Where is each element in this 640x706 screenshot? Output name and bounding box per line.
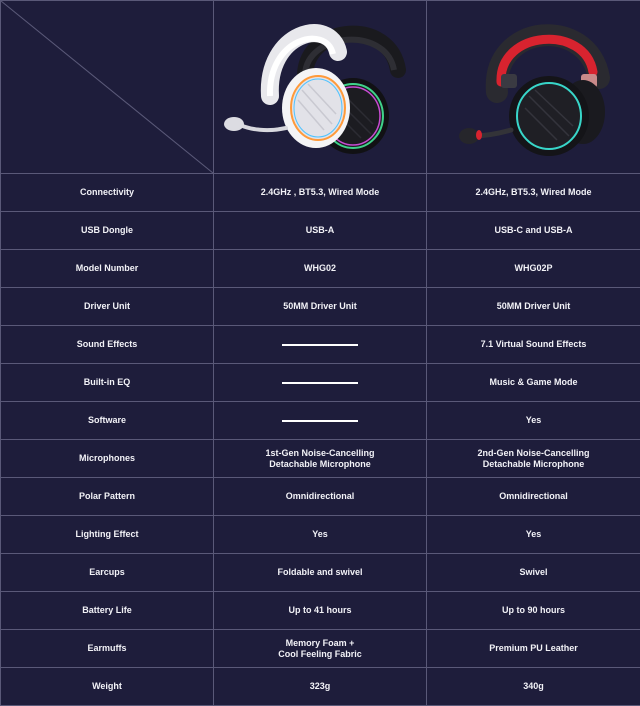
- product-2-value: Up to 90 hours: [427, 592, 640, 630]
- spec-row-usb-dongle: [1, 212, 640, 250]
- product-1-value: 323g: [214, 668, 427, 706]
- not-available-dash-icon: [282, 420, 358, 422]
- spec-label: Driver Unit: [1, 288, 214, 326]
- spec-row-connectivity: [1, 174, 640, 212]
- product-1-value: USB-A: [214, 212, 427, 250]
- product-1-value: Omnidirectional: [214, 478, 427, 516]
- spec-label: USB Dongle: [1, 212, 214, 250]
- product-1-value: [214, 402, 427, 440]
- product-1-value: 1st-Gen Noise-Cancelling Detachable Microphone: [214, 440, 427, 478]
- product-2-image-cell: [427, 1, 640, 174]
- spec-label: Earcups: [1, 554, 214, 592]
- product-2-value: Premium PU Leather: [427, 630, 640, 668]
- product-2-value: 50MM Driver Unit: [427, 288, 640, 326]
- spec-row-built-in-eq: [1, 364, 640, 402]
- spec-label: Weight: [1, 668, 214, 706]
- product-2-value: 7.1 Virtual Sound Effects: [427, 326, 640, 364]
- spec-row-microphones: [1, 440, 640, 478]
- product-2-value: WHG02P: [427, 250, 640, 288]
- spec-row-earcups: [1, 554, 640, 592]
- spec-row-model-number: [1, 250, 640, 288]
- spec-row-weight: [1, 668, 640, 706]
- spec-row-earmuffs: [1, 630, 640, 668]
- product-1-value: Memory Foam + Cool Feeling Fabric: [214, 630, 427, 668]
- product-1-value: [214, 326, 427, 364]
- spec-label: Polar Pattern: [1, 478, 214, 516]
- spec-label: Earmuffs: [1, 630, 214, 668]
- spec-label: Connectivity: [1, 174, 214, 212]
- product-1-value: [214, 364, 427, 402]
- product-1-value: 50MM Driver Unit: [214, 288, 427, 326]
- not-available-dash-icon: [282, 344, 358, 346]
- spec-row-sound-effects: [1, 326, 640, 364]
- spec-row-battery-life: [1, 592, 640, 630]
- spec-label: Microphones: [1, 440, 214, 478]
- spec-label: Battery Life: [1, 592, 214, 630]
- product-2-value: 2.4GHz, BT5.3, Wired Mode: [427, 174, 640, 212]
- spec-label: Model Number: [1, 250, 214, 288]
- product-1-value: 2.4GHz , BT5.3, Wired Mode: [214, 174, 427, 212]
- header-row: [1, 1, 640, 174]
- product-1-value: Up to 41 hours: [214, 592, 427, 630]
- product-2-value: Music & Game Mode: [427, 364, 640, 402]
- product-2-value: 340g: [427, 668, 640, 706]
- spec-label: Built-in EQ: [1, 364, 214, 402]
- product-1-value: Yes: [214, 516, 427, 554]
- black-red-headset-image: [449, 12, 619, 162]
- product-2-value: Yes: [427, 402, 640, 440]
- spec-label: Software: [1, 402, 214, 440]
- product-2-value: Omnidirectional: [427, 478, 640, 516]
- product-2-value: 2nd-Gen Noise-Cancelling Detachable Microphone: [427, 440, 640, 478]
- spec-label: Lighting Effect: [1, 516, 214, 554]
- white-and-black-headsets-image: [220, 12, 420, 162]
- spec-label: Sound Effects: [1, 326, 214, 364]
- spec-row-lighting-effect: [1, 516, 640, 554]
- product-2-value: Swivel: [427, 554, 640, 592]
- spec-row-polar-pattern: [1, 478, 640, 516]
- diagonal-divider: [1, 1, 213, 173]
- not-available-dash-icon: [282, 382, 358, 384]
- product-2-value: Yes: [427, 516, 640, 554]
- spec-row-software: [1, 402, 640, 440]
- product-1-image-cell: [214, 1, 427, 174]
- spec-row-driver-unit: [1, 288, 640, 326]
- product-2-value: USB-C and USB-A: [427, 212, 640, 250]
- product-1-value: WHG02: [214, 250, 427, 288]
- product-1-value: Foldable and swivel: [214, 554, 427, 592]
- corner-cell: [1, 1, 214, 174]
